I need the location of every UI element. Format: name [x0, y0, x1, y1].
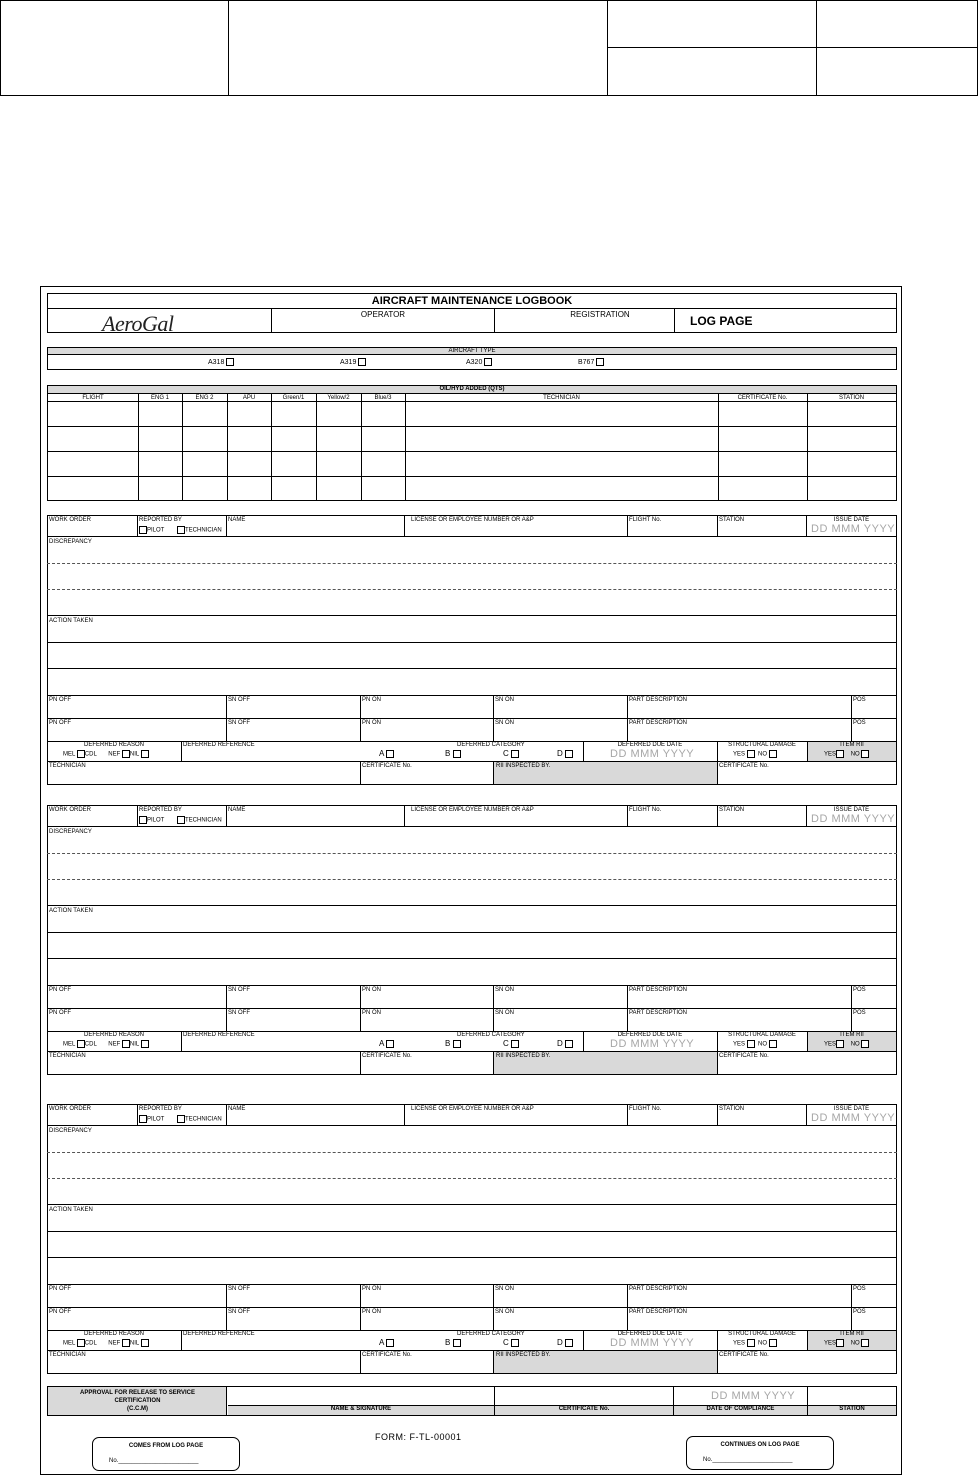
discrepancy-label: DISCREPANCY [49, 829, 92, 835]
certificate-no-label: CERTIFICATE No. [362, 1352, 412, 1358]
station-label: STATION [719, 807, 745, 813]
deferred-reason-options[interactable]: MEL CDL NEF NIL [63, 1339, 149, 1348]
deferred-reason-options[interactable]: MEL CDL NEF NIL [63, 1040, 149, 1049]
column-header: Yellow/2 [327, 395, 350, 401]
rii-inspected-label: RII INSPECTED BY. [496, 1053, 551, 1059]
sn-on-label: SN ON [495, 697, 515, 703]
deferred-due-date-value: DD MMM YYYY [610, 1038, 695, 1050]
header-divider [228, 1, 229, 95]
pilot-option[interactable]: PILOT [139, 526, 164, 535]
date-of-compliance-label: DATE OF COMPLIANCE [706, 1406, 775, 1412]
checkbox-icon [226, 358, 234, 366]
name-label: NAME [228, 807, 246, 813]
checkbox-icon [511, 750, 519, 758]
certificate-no-label: CERTIFICATE No. [362, 1053, 412, 1059]
operator-label: OPERATOR [360, 310, 406, 319]
column-header: APU [242, 395, 256, 401]
form-number: FORM: F-TL-00001 [375, 1432, 462, 1442]
continues-on-label: CONTINUES ON LOG PAGE [720, 1442, 800, 1448]
category-option[interactable]: B [445, 1338, 461, 1347]
name-label: NAME [228, 1106, 246, 1112]
compliance-date-value: DD MMM YYYY [711, 1390, 796, 1402]
approval-station-label: STATION [839, 1406, 865, 1412]
rii-inspected-label: RII INSPECTED BY. [496, 1352, 551, 1358]
checkbox-icon [836, 750, 844, 758]
sn-off-label: SN OFF [228, 1309, 250, 1315]
deferred-reason-label: DEFERRED REASON [83, 742, 144, 748]
part-description-label: PART DESCRIPTION [629, 987, 688, 993]
category-option[interactable]: C [503, 1039, 519, 1048]
checkbox-icon [122, 1339, 130, 1347]
checkbox-icon [861, 1339, 869, 1347]
aircraft-option[interactable]: B767 [578, 358, 604, 366]
form-title: AIRCRAFT MAINTENANCE LOGBOOK [371, 295, 573, 307]
pn-on-label: PN ON [362, 1286, 382, 1292]
certificate-no-label: CERTIFICATE No. [362, 763, 412, 769]
checkbox-icon [177, 816, 185, 824]
pos-label: POS [853, 987, 866, 993]
continues-on-box[interactable] [686, 1436, 834, 1470]
header-divider [816, 1, 817, 95]
checkbox-icon [861, 750, 869, 758]
category-option[interactable]: C [503, 1338, 519, 1347]
title-block [47, 293, 897, 336]
rii-inspected-label: RII INSPECTED BY. [496, 763, 551, 769]
checkbox-icon [386, 1040, 394, 1048]
checkbox-icon [77, 1339, 85, 1347]
checkbox-icon [453, 1040, 461, 1048]
pn-off-label: PN OFF [49, 987, 71, 993]
structural-damage-label: STRUCTURAL DAMAGE [728, 1331, 796, 1337]
license-label: LICENSE OR EMPLOYEE NUMBER OR A&P [411, 807, 534, 813]
category-option[interactable]: A [379, 1338, 394, 1347]
discrepancy-label: DISCREPANCY [49, 539, 92, 545]
name-signature-label: NAME & SIGNATURE [330, 1406, 392, 1412]
comes-from-no: No.________________________ [109, 1458, 199, 1464]
approval-label: APPROVAL FOR RELEASE TO SERVICE CERTIFICATION (C.C.M) [80, 1390, 195, 1412]
deferred-due-date-label: DEFERRED DUE DATE [617, 1032, 683, 1038]
aerogal-logo: AeroGal [102, 311, 174, 336]
deferred-reference-label: DEFERRED REFERENCE [183, 1331, 255, 1337]
maintenance-entry [47, 1104, 897, 1374]
header-table [0, 0, 978, 96]
checkbox-icon [769, 1339, 777, 1347]
aircraft-option[interactable]: A320 [466, 358, 492, 366]
work-order-label: WORK ORDER [49, 517, 91, 523]
checkbox-icon [511, 1339, 519, 1347]
pn-off-label: PN OFF [49, 1309, 71, 1315]
header-divider [608, 47, 977, 48]
flight-no-label: FLIGHT No. [629, 807, 662, 813]
checkbox-icon [565, 1339, 573, 1347]
technician-option[interactable]: TECHNICIAN [177, 816, 222, 825]
sn-on-label: SN ON [495, 1286, 515, 1292]
structural-damage-options[interactable]: YES NO [733, 1339, 777, 1348]
part-description-label: PART DESCRIPTION [629, 697, 688, 703]
aircraft-option[interactable]: A318 [208, 358, 234, 366]
checkbox-icon [141, 1339, 149, 1347]
action-taken-label: ACTION TAKEN [49, 1207, 93, 1213]
technician-option[interactable]: TECHNICIAN [177, 526, 222, 535]
reported-by-label: REPORTED BY [139, 517, 182, 523]
item-rii-label: ITEM RII [840, 1032, 864, 1038]
technician-label: TECHNICIAN [49, 1053, 86, 1059]
checkbox-icon [769, 750, 777, 758]
checkbox-icon [139, 526, 147, 534]
checkbox-icon [836, 1339, 844, 1347]
issue-date-value: DD MMM YYYY [811, 1112, 896, 1124]
pos-label: POS [853, 1286, 866, 1292]
column-header: CERTIFICATE No. [737, 395, 788, 401]
station-label: STATION [719, 1106, 745, 1112]
part-description-label: PART DESCRIPTION [629, 1010, 688, 1016]
checkbox-icon [177, 526, 185, 534]
oil-hyd-table [47, 385, 897, 501]
action-taken-label: ACTION TAKEN [49, 908, 93, 914]
comes-from-label: COMES FROM LOG PAGE [128, 1443, 204, 1449]
sn-off-label: SN OFF [228, 720, 250, 726]
issue-date-label: ISSUE DATE [833, 1106, 870, 1112]
issue-date-value: DD MMM YYYY [811, 523, 896, 535]
sn-off-label: SN OFF [228, 1286, 250, 1292]
deferred-due-date-value: DD MMM YYYY [610, 1337, 695, 1349]
checkbox-icon [358, 358, 366, 366]
deferred-due-date-value: DD MMM YYYY [610, 748, 695, 760]
pn-off-label: PN OFF [49, 720, 71, 726]
deferred-reference-label: DEFERRED REFERENCE [183, 1032, 255, 1038]
column-header: Blue/3 [374, 395, 392, 401]
sn-on-label: SN ON [495, 720, 515, 726]
deferred-category-label: DEFERRED CATEGORY [457, 742, 525, 748]
reported-by-label: REPORTED BY [139, 1106, 182, 1112]
log-page-label: LOG PAGE [690, 314, 753, 328]
category-option[interactable]: D [557, 749, 573, 758]
oil-hyd-label: OIL/HYD ADDED (QTS) [439, 386, 505, 392]
deferred-reason-label: DEFERRED REASON [83, 1032, 144, 1038]
technician-label: TECHNICIAN [49, 763, 86, 769]
checkbox-icon [836, 1040, 844, 1048]
action-taken-label: ACTION TAKEN [49, 618, 93, 624]
comes-from-box[interactable] [92, 1437, 240, 1471]
flight-no-label: FLIGHT No. [629, 1106, 662, 1112]
pn-off-label: PN OFF [49, 1010, 71, 1016]
aircraft-type-label: AIRCRAFT TYPE [448, 348, 496, 354]
pilot-option[interactable]: PILOT [139, 816, 164, 825]
pilot-option[interactable]: PILOT [139, 1115, 164, 1124]
pn-off-label: PN OFF [49, 697, 71, 703]
pn-on-label: PN ON [362, 720, 382, 726]
approval-block [47, 1386, 897, 1416]
pn-on-label: PN ON [362, 697, 382, 703]
category-option[interactable]: C [503, 749, 519, 758]
logbook-form [40, 286, 902, 1475]
item-rii-options[interactable]: YES NO [824, 1339, 869, 1348]
work-order-label: WORK ORDER [49, 807, 91, 813]
aircraft-option[interactable]: A319 [340, 358, 366, 366]
checkbox-icon [453, 1339, 461, 1347]
flight-no-label: FLIGHT No. [629, 517, 662, 523]
name-label: NAME [228, 517, 246, 523]
structural-damage-options[interactable]: YES NO [733, 1040, 777, 1049]
part-description-label: PART DESCRIPTION [629, 1286, 688, 1292]
item-rii-label: ITEM RII [840, 742, 864, 748]
station-label: STATION [719, 517, 745, 523]
category-option[interactable]: A [379, 749, 394, 758]
pos-label: POS [853, 720, 866, 726]
deferred-due-date-label: DEFERRED DUE DATE [617, 742, 683, 748]
checkbox-icon [141, 1040, 149, 1048]
checkbox-icon [565, 1040, 573, 1048]
checkbox-icon [747, 750, 755, 758]
work-order-label: WORK ORDER [49, 1106, 91, 1112]
pos-label: POS [853, 697, 866, 703]
checkbox-icon [747, 1339, 755, 1347]
maintenance-entry [47, 515, 897, 785]
category-option[interactable]: A [379, 1039, 394, 1048]
structural-damage-label: STRUCTURAL DAMAGE [728, 1032, 796, 1038]
checkbox-icon [122, 1040, 130, 1048]
item-rii-label: ITEM RII [840, 1331, 864, 1337]
pn-on-label: PN ON [362, 1010, 382, 1016]
checkbox-icon [77, 750, 85, 758]
technician-label: TECHNICIAN [49, 1352, 86, 1358]
part-description-label: PART DESCRIPTION [629, 1309, 688, 1315]
header-divider [607, 1, 608, 95]
maintenance-entry [47, 805, 897, 1075]
checkbox-icon [77, 1040, 85, 1048]
sn-off-label: SN OFF [228, 987, 250, 993]
discrepancy-label: DISCREPANCY [49, 1128, 92, 1134]
checkbox-icon [453, 750, 461, 758]
sn-on-label: SN ON [495, 1010, 515, 1016]
column-header: TECHNICIAN [543, 395, 580, 401]
deferred-category-label: DEFERRED CATEGORY [457, 1032, 525, 1038]
sn-off-label: SN OFF [228, 1010, 250, 1016]
checkbox-icon [141, 750, 149, 758]
technician-option[interactable]: TECHNICIAN [177, 1115, 222, 1124]
column-header: ENG 2 [195, 395, 214, 401]
checkbox-icon [769, 1040, 777, 1048]
certificate-no-label: CERTIFICATE No. [719, 763, 769, 769]
pn-off-label: PN OFF [49, 1286, 71, 1292]
checkbox-icon [565, 750, 573, 758]
item-rii-options[interactable]: YES NO [824, 750, 869, 759]
checkbox-icon [386, 750, 394, 758]
deferred-due-date-label: DEFERRED DUE DATE [617, 1331, 683, 1337]
sn-off-label: SN OFF [228, 697, 250, 703]
pn-on-label: PN ON [362, 987, 382, 993]
checkbox-icon [122, 750, 130, 758]
checkbox-icon [511, 1040, 519, 1048]
checkbox-icon [596, 358, 604, 366]
checkbox-icon [484, 358, 492, 366]
part-description-label: PART DESCRIPTION [629, 720, 688, 726]
checkbox-icon [386, 1339, 394, 1347]
column-header: ENG 1 [150, 395, 169, 401]
category-option[interactable]: D [557, 1338, 573, 1347]
aircraft-type-block [47, 347, 897, 370]
issue-date-value: DD MMM YYYY [811, 813, 896, 825]
column-header: STATION [838, 395, 865, 401]
pos-label: POS [853, 1010, 866, 1016]
reported-by-label: REPORTED BY [139, 807, 182, 813]
deferred-reason-label: DEFERRED REASON [83, 1331, 144, 1337]
structural-damage-label: STRUCTURAL DAMAGE [728, 742, 796, 748]
column-header: FLIGHT [82, 395, 104, 401]
registration-label: REGISTRATION [570, 310, 630, 319]
checkbox-icon [177, 1115, 185, 1123]
pn-on-label: PN ON [362, 1309, 382, 1315]
category-option[interactable]: B [445, 1039, 461, 1048]
structural-damage-options[interactable]: YES NO [733, 750, 777, 759]
category-option[interactable]: D [557, 1039, 573, 1048]
deferred-reference-label: DEFERRED REFERENCE [183, 742, 255, 748]
license-label: LICENSE OR EMPLOYEE NUMBER OR A&P [411, 517, 534, 523]
certificate-no-label: CERTIFICATE No. [719, 1352, 769, 1358]
approval-certificate-label: CERTIFICATE No. [558, 1406, 610, 1412]
checkbox-icon [139, 1115, 147, 1123]
item-rii-options[interactable]: YES NO [824, 1040, 869, 1049]
sn-on-label: SN ON [495, 1309, 515, 1315]
issue-date-label: ISSUE DATE [833, 807, 870, 813]
checkbox-icon [139, 816, 147, 824]
issue-date-label: ISSUE DATE [833, 517, 870, 523]
checkbox-icon [861, 1040, 869, 1048]
deferred-category-label: DEFERRED CATEGORY [457, 1331, 525, 1337]
sn-on-label: SN ON [495, 987, 515, 993]
column-header: Green/1 [282, 395, 305, 401]
license-label: LICENSE OR EMPLOYEE NUMBER OR A&P [411, 1106, 534, 1112]
deferred-reason-options[interactable]: MEL CDL NEF NIL [63, 750, 149, 759]
certificate-no-label: CERTIFICATE No. [719, 1053, 769, 1059]
category-option[interactable]: B [445, 749, 461, 758]
pos-label: POS [853, 1309, 866, 1315]
checkbox-icon [747, 1040, 755, 1048]
continues-on-no: No.________________________ [703, 1457, 793, 1463]
